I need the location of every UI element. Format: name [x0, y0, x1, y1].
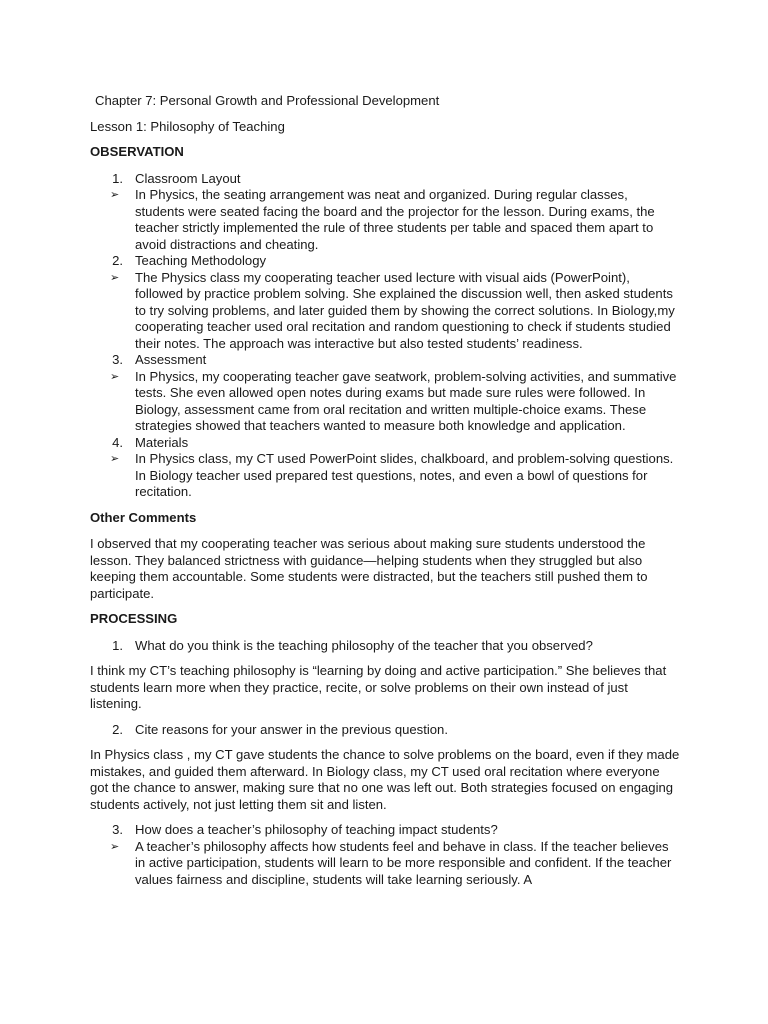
arrow-bullet-icon: ➢: [110, 370, 120, 383]
question-text: What do you think is the teaching philosophy of the teacher that you observed?: [135, 637, 593, 653]
list-item: [90, 435, 680, 452]
arrow-bullet-icon: ➢: [110, 840, 120, 853]
item-title: Classroom Layout: [135, 170, 241, 186]
question-number: 1.: [112, 637, 123, 653]
arrow-bullet-icon: ➢: [110, 271, 120, 284]
list-item: [90, 171, 680, 188]
chapter-title: Chapter 7: Personal Growth and Professional Development: [95, 93, 440, 108]
processing-heading: PROCESSING: [90, 611, 178, 626]
question-3: [90, 822, 680, 839]
list-item: [90, 451, 680, 501]
observation-list: [90, 171, 680, 501]
item-number: 4.: [112, 434, 123, 450]
answer-2: In Physics class , my CT gave students the chance to solve problems on the board, even if they made mistakes, and guided them afterward. In Biology class, my CT used oral recitation where everyone got the chance to answer, making sure that no one was left out. Both strategies focused on engaging students actively, not just letting them sit and listen.: [90, 747, 680, 812]
item-title: Materials: [135, 434, 189, 450]
question-text: How does a teacher’s philosophy of teaching impact students?: [135, 822, 498, 837]
item-title: Teaching Methodology: [135, 253, 267, 268]
list-item: [90, 270, 680, 353]
arrow-bullet-icon: ➢: [110, 453, 120, 465]
list-item: [90, 253, 680, 270]
question-2: [90, 722, 680, 739]
list-item: [90, 187, 680, 253]
bullet-text: In Physics, my cooperating teacher gave seatwork, problem-solving activities, and summative tests. She even allowed open notes during exams but made sure rules were followed. In Biology, assessment came from oral recitation and written multiple-choice exams. These strategies showed that teachers wanted to measure both knowledge and application.: [135, 368, 677, 433]
document-page: [90, 93, 680, 888]
item-title: Assessment: [135, 352, 207, 367]
list-item: [90, 352, 680, 369]
list-item: [90, 369, 680, 435]
question-1: [90, 638, 680, 655]
bullet-text: A teacher’s philosophy affects how students feel and behave in class. If the teacher believes in active participation, students will learn to be more responsible and confident. If the teacher values fairness and discipline, students will take learning seriously. A: [135, 838, 672, 887]
answer-1: I think my CT’s teaching philosophy is “learning by doing and active participation.” She believes that students learn more when they practice, recite, or solve problems on their own instead of just listening.: [90, 663, 667, 711]
other-comments-text: I observed that my cooperating teacher was serious about making sure students understood the lesson. They balanced strictness with guidance—helping students when they struggled but also keeping them accountable. Some students were distracted, but the teachers still pushed them to participate.: [90, 536, 648, 601]
list-item: [90, 839, 680, 889]
lesson-title: Lesson 1: Philosophy of Teaching: [90, 118, 285, 134]
item-number: 3.: [112, 352, 123, 367]
item-number: 2.: [112, 253, 123, 268]
arrow-bullet-icon: ➢: [110, 189, 120, 201]
bullet-text: The Physics class my cooperating teacher used lecture with visual aids (PowerPoint), followed by practice problem solving. She explained the discussion well, then asked students to try solving problems, and later guided them by showing the correct solutions. In Biology,my cooperating teacher used oral recitation and random questioning to check if students studied their notes. The approach was interactive but also tested students’ readiness.: [135, 269, 675, 351]
observation-heading: OBSERVATION: [90, 144, 184, 159]
other-comments-heading: Other Comments: [90, 509, 197, 525]
question-number: 2.: [112, 721, 123, 737]
question-number: 3.: [112, 822, 123, 837]
question-text: Cite reasons for your answer in the previous question.: [135, 721, 448, 737]
bullet-text: In Physics class, my CT used PowerPoint slides, chalkboard, and problem-solving questions. In Biology teacher used prepared test questions, notes, and even a bowl of questions for recitation.: [135, 451, 674, 499]
item-number: 1.: [112, 170, 123, 186]
bullet-text: In Physics, the seating arrangement was neat and organized. During regular classes, students were seated facing the board and the projector for the lesson. During exams, the teacher strictly implemented the rule of three students per table and spaced them apart to avoid distractions and cheating.: [135, 187, 655, 252]
